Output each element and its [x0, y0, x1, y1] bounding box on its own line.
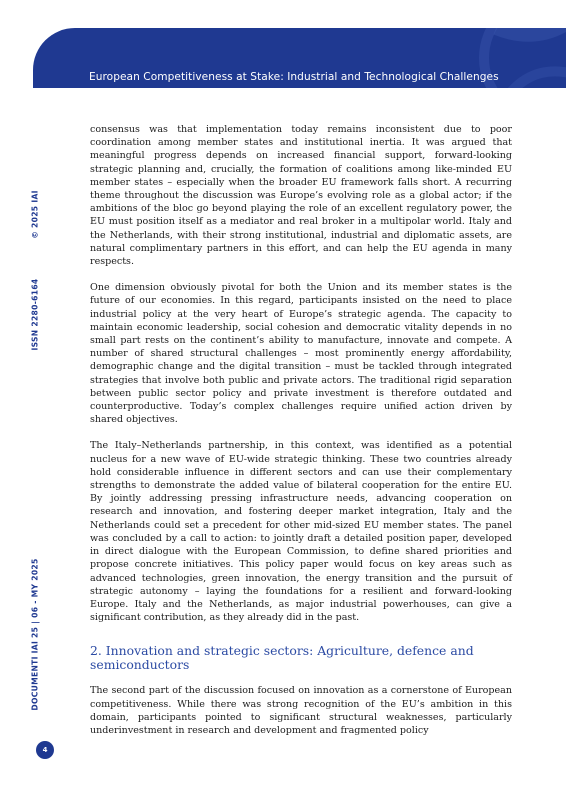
paragraph-2: One dimension obviously pivotal for both the Union and its member states is the future of our economies. In this regard, participants insisted on the need to place industrial policy at the very heart of Europe’s strategic agenda. The capacity to maintain economic leadership, social cohesion and democratic vitality depends in no small part rests on the continent’s ability to manufacture, innovate and compete. A number of shared structural challenges – most prominently energy affordability, demographic change and the digital transition – must be tackled through integrated strategies that involve both public and private actors. The traditional rigid separation between public sector policy and private investment is therefore outdated and counterproductive. Today’s complex challenges require unified action driven by shared objectives. [90, 282, 512, 426]
side-copyright: © 2025 IAI [30, 190, 40, 239]
page-number: 4 [36, 741, 54, 759]
side-series: DOCUMENTI IAI 25 | 06 - MY 2025 [30, 558, 40, 711]
section-heading: 2. Innovation and strategic sectors: Agriculture, defence and semiconductors [90, 643, 474, 673]
side-issn: ISSN 2280-6164 [30, 278, 40, 351]
paragraph-1: consensus was that implementation today remains inconsistent due to poor coordination among member states and institutional inertia. It was argued that meaningful progress depends on increased financial support, forward-looking strategic planning and, crucially, the formation of coalitions among like-minded EU member states – especially when the broader EU framework falls short. A recurring theme throughout the discussion was Europe’s evolving role as a global actor; if the ambitions of the bloc go beyond playing the role of an excellent regulatory power, the EU must position itself as a mediator and real broker in a multipolar world. Italy and the Netherlands, with their strong institutional, industrial and diplomatic assets, are natural complimentary partners in this effort, and can help the EU agenda in many respects. [90, 124, 512, 268]
header-title: European Competitiveness at Stake: Industrial and Technological Challenges [89, 71, 499, 83]
main-content [90, 123, 512, 737]
page-header [33, 28, 566, 88]
paragraph-3: The Italy–Netherlands partnership, in this context, was identified as a potential nucleus for a new wave of EU-wide strategic thinking. These two countries already hold considerable influence in different sectors and can use their complementary strengths to demonstrate the added value of bilateral cooperation for the entire EU. By jointly addressing pressing infrastructure needs, advancing cooperation on research and innovation, and fostering deeper market integration, Italy and the Netherlands could set a precedent for other mid-sized EU member states. The panel was concluded by a call to action: to jointly draft a detailed position paper, developed in direct dialogue with the European Commission, to define shared priorities and propose concrete initiatives. This policy paper would focus on key areas such as advanced technologies, green innovation, the energy transition and the pursuit of strategic autonomy – laying the foundations for a resilient and forward-looking Europe. Italy and the Netherlands, as major industrial powerhouses, can give a significant contribution, as they already did in the past. [90, 440, 512, 624]
section-paragraph: The second part of the discussion focused on innovation as a cornerstone of European competitiveness. While there was strong recognition of the EU’s ambition in this domain, participants pointed to significant structural weaknesses, particularly underinvestment in research and development and fragmented policy [90, 685, 512, 736]
